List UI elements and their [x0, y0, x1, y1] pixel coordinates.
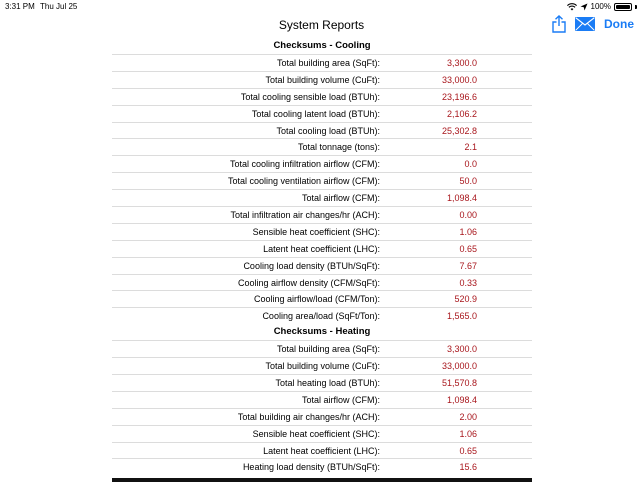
row-value: 0.65 — [459, 243, 477, 254]
row-value: 2,106.2 — [446, 108, 477, 119]
row-value: 2.00 — [459, 411, 477, 422]
row-value: 3,300.0 — [446, 344, 477, 355]
table-row — [112, 442, 532, 459]
row-value: 1,098.4 — [446, 394, 477, 405]
share-icon[interactable] — [551, 15, 567, 33]
row-value: 51,570.8 — [441, 378, 477, 389]
row-label: Cooling airflow/load (CFM/Ton): — [253, 294, 380, 305]
row-value: 25,302.8 — [441, 125, 477, 136]
table-row — [112, 257, 532, 274]
row-label: Total heating load (BTUh): — [275, 378, 380, 389]
cooling-section-title: Checksums - Cooling — [273, 40, 371, 51]
table-row — [112, 340, 532, 357]
table-row — [112, 425, 532, 442]
table-row — [112, 54, 532, 71]
table-row — [112, 223, 532, 240]
mail-icon[interactable] — [575, 17, 595, 31]
row-label: Total cooling sensible load (BTUh): — [240, 91, 380, 102]
location-arrow-icon — [580, 3, 588, 11]
table-row — [112, 155, 532, 172]
bottom-bar — [112, 478, 532, 482]
battery-icon — [614, 3, 632, 11]
row-label: Total cooling ventilation airflow (CFM): — [227, 176, 380, 187]
row-value: 1,098.4 — [446, 193, 477, 204]
page-title: System Reports — [278, 18, 365, 32]
table-row — [112, 122, 532, 139]
status-time: 3:31 PM — [5, 2, 35, 11]
row-label: Sensible heat coefficient (SHC): — [252, 428, 380, 439]
table-row — [112, 105, 532, 122]
row-label: Total cooling latent load (BTUh): — [251, 108, 380, 119]
row-label: Heating load density (BTUh/SqFt): — [242, 462, 380, 473]
row-label: Cooling load density (BTUh/SqFt): — [243, 260, 380, 271]
row-label: Total cooling infiltration airflow (CFM): — [229, 159, 380, 170]
heating-table — [112, 340, 532, 475]
row-value: 0.0 — [464, 159, 477, 170]
table-row — [112, 458, 532, 475]
row-label: Total building volume (CuFt): — [265, 74, 380, 85]
row-value: 1,565.0 — [446, 311, 477, 322]
table-row — [112, 206, 532, 223]
wifi-icon — [567, 3, 577, 11]
row-label: Latent heat coefficient (LHC): — [263, 445, 380, 456]
row-value: 0.00 — [459, 210, 477, 221]
row-label: Total building volume (CuFt): — [265, 361, 380, 372]
row-value: 1.06 — [459, 428, 477, 439]
row-value: 33,000.0 — [441, 74, 477, 85]
row-value: 3,300.0 — [446, 58, 477, 68]
row-label: Cooling airflow density (CFM/SqFt): — [237, 277, 380, 288]
row-value: 33,000.0 — [441, 361, 477, 372]
battery-percent: 100% — [590, 2, 611, 11]
status-date: Thu Jul 25 — [40, 2, 78, 11]
row-value: 23,196.6 — [441, 91, 477, 102]
table-row — [112, 240, 532, 257]
battery-tip — [635, 5, 637, 9]
row-value: 1.06 — [459, 226, 477, 237]
row-value: 0.33 — [459, 277, 477, 288]
row-label: Total infiltration air changes/hr (ACH): — [230, 210, 380, 221]
row-label: Cooling area/load (SqFt/Ton): — [262, 311, 380, 322]
table-row — [112, 307, 532, 324]
done-button[interactable]: Done — [604, 17, 634, 31]
table-row — [112, 274, 532, 291]
heating-section-title: Checksums - Heating — [273, 326, 371, 338]
row-label: Total building area (SqFt): — [276, 344, 380, 355]
row-label: Latent heat coefficient (LHC): — [263, 243, 380, 254]
row-value: 7.67 — [459, 260, 477, 271]
row-label: Total tonnage (tons): — [297, 142, 380, 153]
table-row — [112, 391, 532, 408]
table-row — [112, 138, 532, 155]
table-row — [112, 88, 532, 105]
row-value: 15.6 — [459, 462, 477, 473]
cooling-table — [112, 54, 532, 324]
row-value: 50.0 — [459, 176, 477, 187]
table-row — [112, 290, 532, 307]
table-row — [112, 189, 532, 206]
table-row — [112, 71, 532, 88]
status-right — [567, 0, 637, 13]
row-label: Total airflow (CFM): — [301, 193, 380, 204]
row-value: 0.65 — [459, 445, 477, 456]
navigation-bar — [0, 13, 643, 37]
row-label: Total building air changes/hr (ACH): — [237, 411, 380, 422]
row-label: Total cooling load (BTUh): — [276, 125, 380, 136]
table-row — [112, 374, 532, 391]
row-label: Total airflow (CFM): — [301, 394, 380, 405]
row-value: 520.9 — [454, 294, 477, 305]
report-content[interactable] — [112, 38, 532, 482]
row-value: 2.1 — [464, 142, 477, 153]
table-row — [112, 172, 532, 189]
row-label: Total building area (SqFt): — [276, 58, 380, 68]
table-row — [112, 408, 532, 425]
row-label: Sensible heat coefficient (SHC): — [252, 226, 380, 237]
status-bar — [0, 0, 643, 13]
table-row — [112, 357, 532, 374]
